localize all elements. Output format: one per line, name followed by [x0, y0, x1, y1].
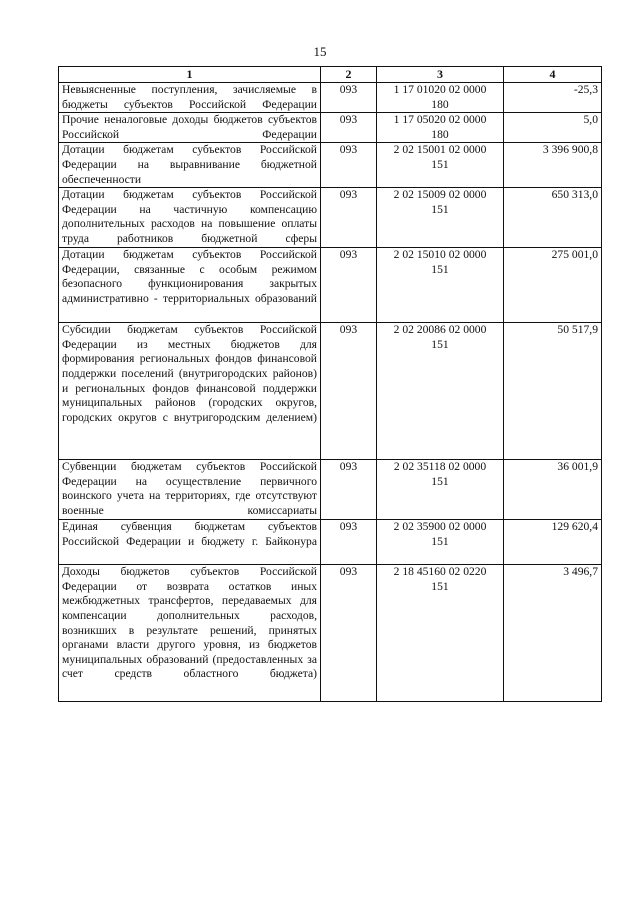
amount: 36 001,9 [504, 460, 602, 520]
table-row [59, 143, 602, 188]
amount: 650 313,0 [504, 188, 602, 248]
table-row [59, 565, 602, 702]
revenue-name: Доходы бюджетов субъектов Российской Федерации от возврата остатков иных межбюджетных трансфертов, передаваемых для компенсации дополнительных расходов, возникших в результате решений, принятых органами власти другого уровня, из бюджетов муниципальных образований (предоставленных за счет средств областного бюджета) [59, 565, 321, 702]
revenue-name: Субсидии бюджетам субъектов Российской Федерации из местных бюджетов для формирования региональных фондов финансовой поддержки поселений (внутригородских районов) и региональных фондов финансовой поддержки муниципальных районов (городских округов, городских округов с внутригородским делением) [59, 323, 321, 460]
administrator-code: 093 [321, 83, 377, 113]
administrator-code: 093 [321, 460, 377, 520]
column-header-4: 4 [504, 67, 602, 83]
revenue-name: Дотации бюджетам субъектов Российской Федерации на частичную компенсацию дополнительных расходов на повышение оплаты труда работников бюджетной сферы [59, 188, 321, 248]
administrator-code: 093 [321, 143, 377, 188]
revenue-name: Субвенции бюджетам субъектов Российской Федерации на осуществление первичного воинского учета на территориях, где отсутствуют военные комиссариаты [59, 460, 321, 520]
table-row [59, 113, 602, 143]
amount: 5,0 [504, 113, 602, 143]
column-header-3: 3 [377, 67, 504, 83]
table-row [59, 323, 602, 460]
budget-classification-code: 1 17 01020 02 0000 180 [377, 83, 504, 113]
revenue-name: Дотации бюджетам субъектов Российской Федерации, связанные с особым режимом безопасного функционирования закрытых административно - территориальных образований [59, 248, 321, 323]
table-header-row [59, 67, 602, 83]
administrator-code: 093 [321, 565, 377, 702]
administrator-code: 093 [321, 113, 377, 143]
budget-classification-code: 2 02 20086 02 0000 151 [377, 323, 504, 460]
revenue-name: Единая субвенция бюджетам субъектов Российской Федерации и бюджету г. Байконура [59, 520, 321, 565]
amount: 50 517,9 [504, 323, 602, 460]
column-header-1: 1 [59, 67, 321, 83]
administrator-code: 093 [321, 520, 377, 565]
amount: -25,3 [504, 83, 602, 113]
amount: 3 396 900,8 [504, 143, 602, 188]
table-row [59, 460, 602, 520]
administrator-code: 093 [321, 248, 377, 323]
budget-classification-code: 2 02 15001 02 0000 151 [377, 143, 504, 188]
administrator-code: 093 [321, 188, 377, 248]
amount: 129 620,4 [504, 520, 602, 565]
table-row [59, 83, 602, 113]
budget-classification-code: 2 02 15009 02 0000 151 [377, 188, 504, 248]
budget-classification-code: 2 02 35900 02 0000 151 [377, 520, 504, 565]
budget-classification-code: 2 18 45160 02 0220 151 [377, 565, 504, 702]
table-row [59, 248, 602, 323]
budget-classification-code: 2 02 35118 02 0000 151 [377, 460, 504, 520]
table-row [59, 520, 602, 565]
page-number: 15 [313, 44, 327, 59]
revenue-name: Прочие неналоговые доходы бюджетов субъектов Российской Федерации [59, 113, 321, 143]
revenue-name: Дотации бюджетам субъектов Российской Федерации на выравнивание бюджетной обеспеченности [59, 143, 321, 188]
amount: 275 001,0 [504, 248, 602, 323]
table-row [59, 188, 602, 248]
column-header-2: 2 [321, 67, 377, 83]
budget-classification-code: 1 17 05020 02 0000 180 [377, 113, 504, 143]
budget-classification-code: 2 02 15010 02 0000 151 [377, 248, 504, 323]
revenue-name: Невыясненные поступления, зачисляемые в бюджеты субъектов Российской Федерации [59, 83, 321, 113]
amount: 3 496,7 [504, 565, 602, 702]
administrator-code: 093 [321, 323, 377, 460]
budget-revenue-table [58, 66, 602, 702]
